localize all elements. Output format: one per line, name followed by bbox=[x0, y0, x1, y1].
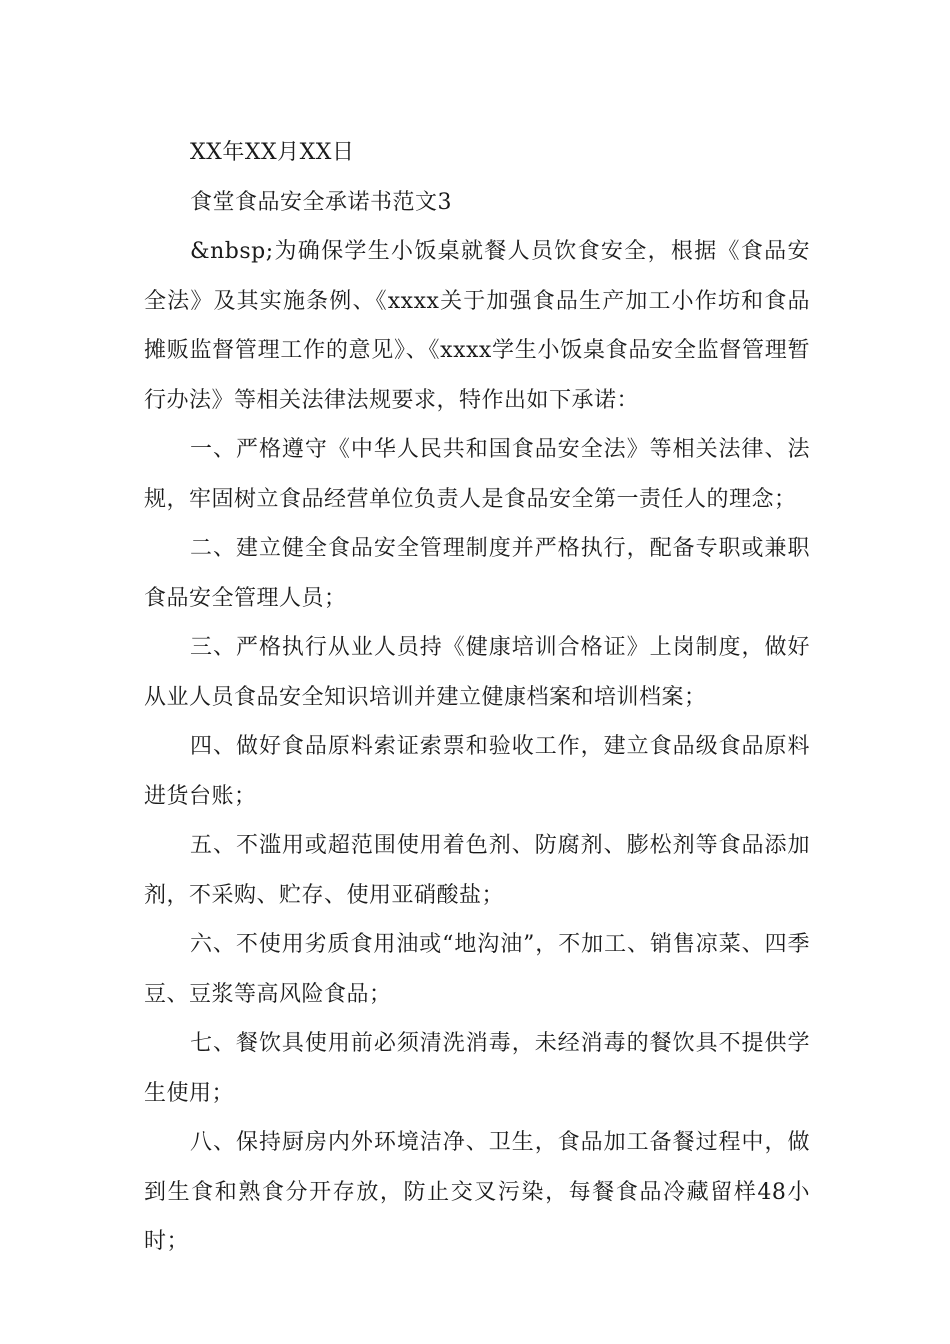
commitment-item-7: 七、餐饮具使用前必须清洗消毒，未经消毒的餐饮具不提供学生使用； bbox=[144, 1031, 810, 1106]
intro-paragraph: &nbsp;为确保学生小饭桌就餐人员饮食安全，根据《食品安全法》及其实施条例、《xxxx关于加强食品生产加工小作坊和食品摊贩监督管理工作的意见》、《xxxx学生小饭桌食品安全监督管理暂行办法》等相关法律法规要求，特作出如下承诺： bbox=[144, 239, 810, 413]
date-line: XX年XX月XX日 bbox=[190, 140, 355, 165]
commitment-item-5: 五、不滥用或超范围使用着色剂、防腐剂、膨松剂等食品添加剂，不采购、贮存、使用亚硝酸盐； bbox=[144, 833, 810, 908]
commitment-item-4: 四、做好食品原料索证索票和验收工作，建立食品级食品原料进货台账； bbox=[144, 734, 810, 809]
document-title: 食堂食品安全承诺书范文3 bbox=[190, 189, 452, 215]
commitment-item-3: 三、严格执行从业人员持《健康培训合格证》上岗制度，做好从业人员食品安全知识培训并建立健康档案和培训档案； bbox=[144, 635, 810, 710]
commitment-item-1: 一、严格遵守《中华人民共和国食品安全法》等相关法律、法规，牢固树立食品经营单位负责人是食品安全第一责任人的理念； bbox=[144, 437, 810, 512]
commitment-item-2: 二、建立健全食品安全管理制度并严格执行，配备专职或兼职食品安全管理人员； bbox=[144, 536, 810, 611]
commitment-item-8: 八、保持厨房内外环境洁净、卫生，食品加工备餐过程中，做到生食和熟食分开存放，防止交叉污染，每餐食品冷藏留样48小时； bbox=[144, 1130, 810, 1254]
commitment-item-6: 六、不使用劣质食用油或“地沟油”，不加工、销售凉菜、四季豆、豆浆等高风险食品； bbox=[144, 932, 810, 1007]
document-body bbox=[144, 128, 810, 1267]
